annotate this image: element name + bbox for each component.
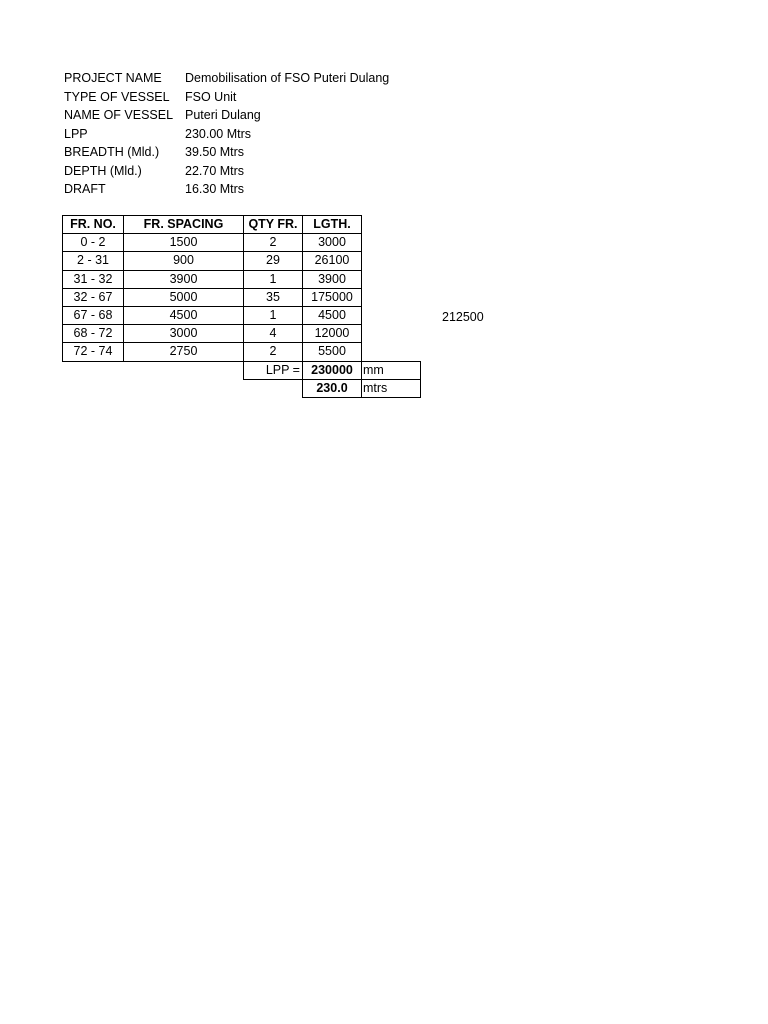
empty-cell [63,361,124,379]
header-qty-fr: QTY FR. [244,216,303,234]
empty-cell [362,325,421,343]
cell-fr-no: 67 - 68 [63,306,124,324]
vessel-type-label: TYPE OF VESSEL [64,89,170,104]
frame-spacing-table [62,215,421,398]
header-fr-spacing: FR. SPACING [124,216,244,234]
vessel-name-value: Puteri Dulang [185,108,261,122]
project-name-value: Demobilisation of FSO Puteri Dulang [185,71,390,85]
cell-spacing: 3000 [124,325,244,343]
cell-spacing: 4500 [124,306,244,324]
cell-length: 3000 [303,234,362,252]
cell-fr-no: 2 - 31 [63,252,124,270]
table-row [63,325,421,343]
table-row [63,306,421,324]
cell-fr-no: 68 - 72 [63,325,124,343]
project-info [64,69,389,199]
lpp-total-label: LPP = [244,361,303,379]
cell-length: 3900 [303,270,362,288]
lpp-total-mm: 230000 [303,361,362,379]
draft-label: DRAFT [64,182,106,196]
empty-cell [362,216,421,234]
cell-fr-no: 31 - 32 [63,270,124,288]
table-row [63,343,421,361]
empty-cell [362,288,421,306]
cell-qty: 2 [244,234,303,252]
lpp-value: 230.00 Mtrs [185,126,252,141]
breadth-label: BREADTH (Mld.) [64,145,160,159]
empty-cell [362,306,421,324]
cell-qty: 29 [244,252,303,270]
table-row [63,234,421,252]
cell-spacing: 3900 [124,270,244,288]
cell-length: 4500 [303,306,362,324]
cell-fr-no: 72 - 74 [63,343,124,361]
vessel-type-value: FSO Unit [185,89,237,104]
cell-spacing: 900 [124,252,244,270]
depth-label: DEPTH (Mld.) [64,163,142,178]
table-row [63,270,421,288]
total-mm-row [63,361,421,379]
draft-value: 16.30 Mtrs [185,182,245,196]
cell-length: 175000 [303,288,362,306]
empty-cell [124,361,244,379]
cell-spacing: 2750 [124,343,244,361]
table-row [63,288,421,306]
draft-row [64,180,389,199]
cell-length: 5500 [303,343,362,361]
vessel-name-label: NAME OF VESSEL [64,108,174,122]
cell-fr-no: 0 - 2 [63,234,124,252]
lpp-total-mm-unit: mm [362,361,421,379]
depth-row [64,162,389,181]
project-name-label: PROJECT NAME [64,71,162,85]
breadth-value: 39.50 Mtrs [185,145,245,159]
cell-fr-no: 32 - 67 [63,288,124,306]
depth-value: 22.70 Mtrs [185,163,245,178]
breadth-row [64,143,389,162]
vessel-type-row [64,88,389,107]
cell-length: 26100 [303,252,362,270]
empty-cell [362,270,421,288]
total-m-row [63,379,421,397]
lpp-row [64,125,389,144]
header-length: LGTH. [303,216,362,234]
empty-cell [362,234,421,252]
vessel-name-row [64,106,389,125]
cell-qty: 35 [244,288,303,306]
project-name-row [64,69,389,88]
cell-spacing: 1500 [124,234,244,252]
empty-cell [63,379,124,397]
table-row [63,252,421,270]
empty-cell [362,252,421,270]
table-header-row [63,216,421,234]
lpp-total-m-unit: mtrs [362,379,421,397]
empty-cell [362,343,421,361]
header-fr-no: FR. NO. [63,216,124,234]
cell-qty: 4 [244,325,303,343]
empty-cell [244,379,303,397]
lpp-total-m: 230.0 [303,379,362,397]
lpp-label: LPP [64,126,88,141]
cell-qty: 2 [244,343,303,361]
cell-qty: 1 [244,270,303,288]
cell-length: 12000 [303,325,362,343]
empty-cell [124,379,244,397]
cell-spacing: 5000 [124,288,244,306]
cell-qty: 1 [244,306,303,324]
side-subtotal-value: 212500 [442,310,484,324]
